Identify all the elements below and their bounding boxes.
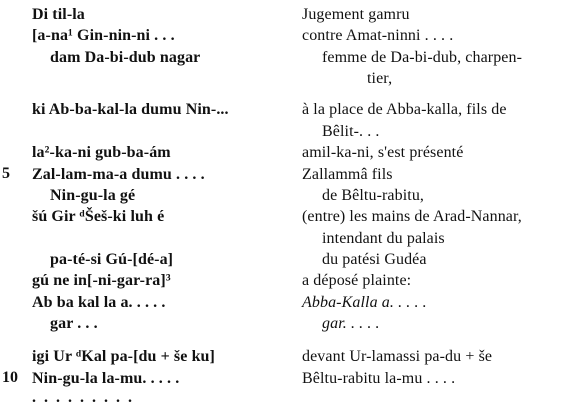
left-line-8: šú Gir ᵈŠeš-ki luh é bbox=[32, 208, 165, 225]
left-line-7: Nin-gu-la gé bbox=[50, 187, 136, 204]
right-line-11: intendant du palais bbox=[322, 230, 445, 247]
right-line-12: du patési Gudéa bbox=[322, 251, 427, 268]
right-line-5: à la place de Abba-kalla, fils de bbox=[302, 101, 507, 118]
left-line-2: [a-na¹ Gin-nin-ni . . . bbox=[32, 27, 175, 44]
left-line-9: pa-té-si Gú-[dé-a] bbox=[50, 251, 174, 268]
right-line-4: tier, bbox=[367, 70, 393, 87]
right-line-3: femme de Da-bi-dub, charpen- bbox=[322, 49, 523, 66]
left-line-13: igi Ur ᵈKal pa-[du + še ku] bbox=[32, 348, 215, 365]
left-line-15: . . . . . . . . . bbox=[32, 389, 134, 406]
left-line-6: Zal-lam-ma-a dumu . . . . bbox=[32, 166, 205, 183]
right-line-10: (entre) les mains de Arad-Nannar, bbox=[302, 208, 522, 225]
left-line-5: la²-ka-ni gub-ba-ám bbox=[32, 144, 171, 161]
left-line-14: Nin-gu-la la-mu. . . . . bbox=[32, 370, 180, 387]
right-line-6: Bêlit-. . . bbox=[322, 123, 380, 140]
right-line-14: Abba-Kalla a. . . . . bbox=[302, 294, 427, 311]
right-line-8: Zallammâ fils bbox=[302, 166, 393, 183]
left-line-10: gú ne in[-ni-gar-ra]³ bbox=[32, 272, 171, 289]
right-line-17: Bêltu-rabitu la-mu . . . . bbox=[302, 370, 456, 387]
line-number-10: 10 bbox=[2, 369, 18, 386]
left-line-3: dam Da-bi-dub nagar bbox=[50, 49, 201, 66]
right-line-15: gar. . . . . bbox=[322, 315, 380, 332]
right-line-9: de Bêltu-rabitu, bbox=[322, 187, 425, 204]
right-line-13: a déposé plainte: bbox=[302, 272, 412, 289]
right-line-1: Jugement gamru bbox=[302, 6, 410, 23]
right-line-7: amil-ka-ni, s'est présenté bbox=[302, 144, 464, 161]
left-line-1: Di til-la bbox=[32, 6, 85, 23]
left-line-4: ki Ab-ba-kal-la dumu Nin-... bbox=[32, 101, 229, 118]
line-number-5: 5 bbox=[2, 165, 10, 182]
right-line-16: devant Ur-lamassi pa-du + še bbox=[302, 348, 493, 365]
right-line-2: contre Amat-ninni . . . . bbox=[302, 27, 454, 44]
left-line-11: Ab ba kal la a. . . . . bbox=[32, 294, 166, 311]
left-line-12: gar . . . bbox=[50, 315, 98, 332]
